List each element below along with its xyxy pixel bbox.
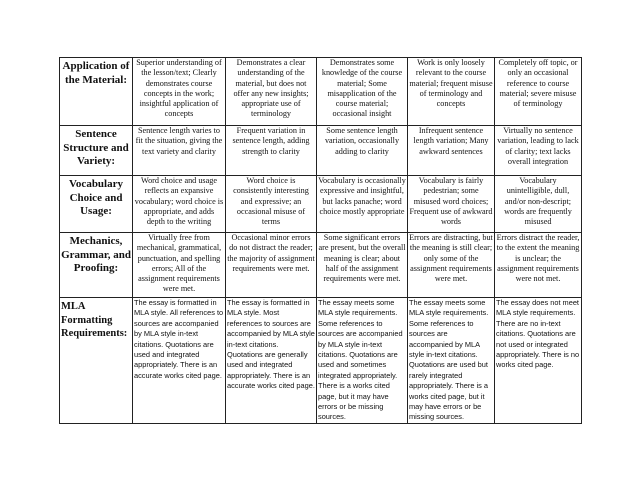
rubric-cell: Demonstrates a clear understanding of the material, but does not offer any new insights; appropriate use of terminology — [226, 58, 317, 126]
rubric-row-mla — [60, 298, 582, 424]
rubric-cell: The essay is formatted in MLA style. All references to sources are accompanied by MLA style in-text citations. Quotations are used and integrated appropriately. There is an accurate works cited page. — [133, 298, 226, 424]
rubric-cell: Word choice and usage reflects an expansive vocabulary; word choice is appropriate, and adds depth to the writing — [133, 176, 226, 233]
rubric-cell: Sentence length varies to fit the situation, giving the text variety and clarity — [133, 126, 226, 176]
rubric-cell: Demonstrates some knowledge of the course material; Some misapplication of the course material; occasional insight — [317, 58, 408, 126]
criterion-label: Vocabulary Choice and Usage: — [60, 176, 133, 233]
criterion-label: Application of the Material: — [60, 58, 133, 126]
rubric-cell: Vocabulary is fairly pedestrian; some misused word choices; Frequent use of awkward words — [408, 176, 495, 233]
rubric-cell: Errors are distracting, but the meaning is still clear; only some of the assignment requirements were met. — [408, 233, 495, 298]
criterion-label: Mechanics, Grammar, and Proofing: — [60, 233, 133, 298]
rubric-row-mechanics — [60, 233, 582, 298]
criterion-label: MLA Formatting Requirements: — [60, 298, 133, 424]
criterion-label: Sentence Structure and Variety: — [60, 126, 133, 176]
rubric-cell: Some significant errors are present, but the overall meaning is clear; about half of the assignment requirements were met. — [317, 233, 408, 298]
rubric-cell: The essay meets some MLA style requirements. Some references to sources are accompanied by MLA style in-text citations. Quotations are used and sometimes integrated appropriately. There is a works cited page, but it may have errors or be missing sources. — [317, 298, 408, 424]
rubric-cell: Word choice is consistently interesting and expressive; an occasional misuse of terms — [226, 176, 317, 233]
rubric-cell: Completely off topic, or only an occasional reference to course material; severe misuse of terminology — [495, 58, 582, 126]
rubric-row-vocabulary — [60, 176, 582, 233]
rubric-row-application — [60, 58, 582, 126]
rubric-cell: Some sentence length variation, occasionally adding to clarity — [317, 126, 408, 176]
rubric-row-sentence-structure — [60, 126, 582, 176]
rubric-cell: Work is only loosely relevant to the course material; frequent misuse of terminology and concepts — [408, 58, 495, 126]
rubric-cell: Virtually no sentence variation, leading to lack of clarity; text lacks overall integration — [495, 126, 582, 176]
rubric-cell: The essay does not meet MLA style requirements. There are no in-text citations. Quotations are not used or integrated appropriately. There is no works cited page. — [495, 298, 582, 424]
rubric-cell: Vocabulary is occasionally expressive and insightful, but lacks panache; word choice mostly appropriate — [317, 176, 408, 233]
rubric-cell: Virtually free from mechanical, grammatical, punctuation, and spelling errors; All of the assignment requirements were met. — [133, 233, 226, 298]
rubric-table — [59, 57, 582, 424]
rubric-cell: Vocabulary unintelligible, dull, and/or non-descript; words are frequently misused — [495, 176, 582, 233]
rubric-cell: Infrequent sentence length variation; Many awkward sentences — [408, 126, 495, 176]
rubric-cell: Errors distract the reader, to the extent the meaning is unclear; the assignment requirements were not met. — [495, 233, 582, 298]
rubric-cell: The essay meets some MLA style requirements. Some references to sources are accompanied by MLA style in-text citations. Quotations are used but rarely integrated appropriately. There is a works cited page, but it may have errors or be missing sources. — [408, 298, 495, 424]
rubric-cell: Occasional minor errors do not distract the reader; the majority of assignment requirements were met. — [226, 233, 317, 298]
rubric-cell: Superior understanding of the lesson/text; Clearly demonstrates course concepts in the work; insightful application of concepts — [133, 58, 226, 126]
rubric-cell: The essay is formatted in MLA style. Most references to sources are accompanied by MLA style in-text citations. Quotations are generally used and integrated appropriately. There is an accurate works cited page. — [226, 298, 317, 424]
rubric-cell: Frequent variation in sentence length, adding strength to clarity — [226, 126, 317, 176]
